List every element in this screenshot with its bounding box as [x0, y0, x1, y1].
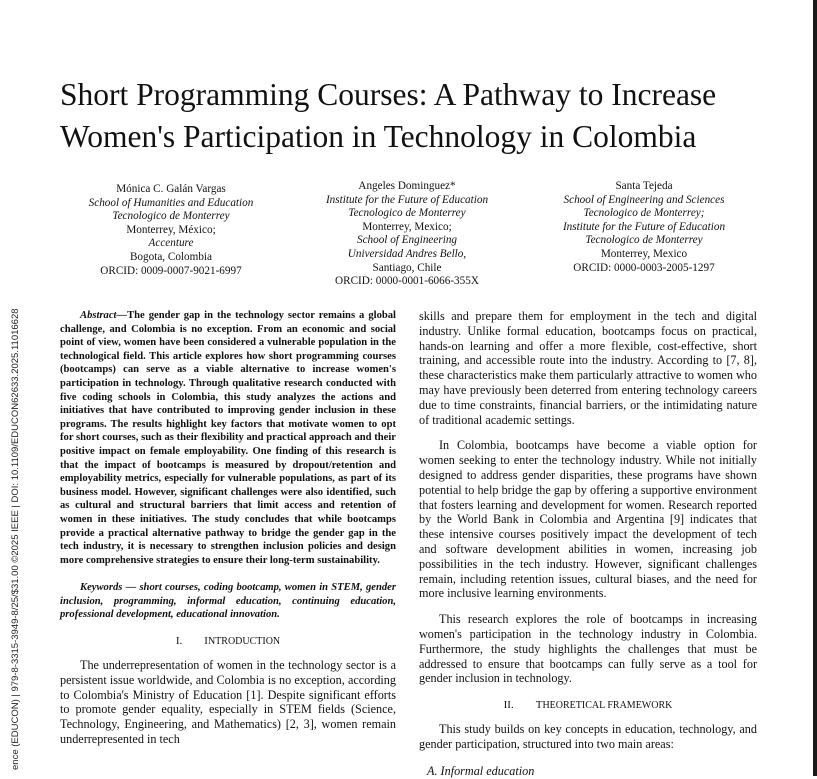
- author-affiliation-line: Bogota, Colombia: [129, 250, 213, 263]
- right-column: [419, 309, 757, 779]
- keywords: [60, 581, 396, 622]
- author-block-2: [292, 180, 522, 289]
- author-affiliation-line: Monterrey, México;: [126, 223, 216, 236]
- section-title-initial: I: [204, 635, 208, 648]
- page-edge: [813, 0, 817, 776]
- section-number: I.: [175, 635, 183, 648]
- abstract-text: The gender gap in the technology sector remains a global challenge, and Colombia is no exception. From an economic and social point of view, women have been considered a vulnerable population in the technological field. This article explores how short programming courses (bootcamps) can serve as a viable alternative to increase women's participation in technology. Through qualitative research conducted with five coding schools in Colombia, this study analyzes the actions and initiatives that have contributed to improving gender inclusion in these programs. The results highlight key factors that motivate women to opt for short courses, such as their flexibility and practical approach and their positive impact on female employability. One finding of this research is that the impact of bootcamps is measured by dropout/retention and employability metrics, especially for vulnerable populations, as part of its business model. However, significant challenges were also identified, such as cultural and structural barriers that limit access and retention of women in these initiatives. The study concludes that while bootcamps provide a practical alternative pathway to bridge the gender gap in the tech industry, it is necessary to strengthen inclusion policies and design more comprehensive strategies to ensure their long-term sustainability.: [60, 310, 396, 566]
- keywords-text: short courses, coding bootcamp, women in STEM, gender inclusion, programming, informal education, continuing education, professional development, educational innovation.: [60, 582, 397, 621]
- author-affiliation-line: Tecnologico de Monterrey;: [583, 207, 705, 220]
- author-name: Santa Tejeda: [615, 180, 673, 192]
- body-paragraph: skills and prepare them for employment in the tech and digital industry. Unlike formal education, bootcamps focus on practical, hands-on learning and offer a more flexible, cost-effective, short training, and accessible route into the industry. According to [7, 8], these characteristics make them particularly attractive to women who may have previously been deterred from entering technology careers due to time constraints, financial barriers, or the intimidating nature of traditional academic settings.: [419, 309, 757, 427]
- author-affiliation-line: Accenture: [148, 237, 194, 250]
- author-affiliation-line: School of Engineering and Sciences: [563, 193, 725, 206]
- author-block-1: [56, 183, 286, 278]
- abstract-label: Abstract—: [80, 310, 128, 321]
- author-affiliation-line: Monterrey, Mexico: [600, 247, 688, 260]
- author-orcid: ORCID: 0000-0001-6066-355X: [335, 275, 479, 288]
- author-affiliation-line: Tecnologico de Monterrey: [112, 210, 230, 223]
- list-item: A. Informal education: [427, 763, 535, 778]
- title-line-2: Women's Participation in Technology in Colombia: [60, 119, 697, 154]
- body-paragraph: In Colombia, bootcamps have become a viable option for women seeking to enter the technology industry. While not initially designed to address gender disparities, these programs have shown potential to help bridge the gap by offering a supportive environment that fosters learning and development for women. Research reported by the World Bank in Colombia and Argentina [9] indicates that these intensive courses positively impact the development of tech and software development abilities in women, increasing job possibilities in the tech industry. However, significant challenges remain, including retention issues, cultural biases, and the need for more inclusive learning environments.: [419, 438, 757, 601]
- author-affiliation-line: Universidad Andres Bello,: [347, 247, 467, 260]
- author-affiliation-line: School of Engineering: [356, 234, 458, 247]
- author-affiliation-line: Institute for the Future of Education: [325, 193, 489, 206]
- author-name: Angeles Dominguez*: [358, 180, 456, 192]
- author-orcid: ORCID: 0000-0003-2005-1297: [573, 261, 715, 274]
- author-orcid: ORCID: 0009-0007-9021-6997: [100, 264, 242, 277]
- framework-paragraph: This study builds on key concepts in education, technology, and gender participation, structured into two main areas:: [419, 722, 757, 751]
- side-identifier: ence (EDUCON) | 979-8-3315-3949-8/25/$31.00 ©2025 IEEE | DOI: 10.1109/EDUCON62633.2025.11016628: [10, 308, 21, 770]
- author-block-3: [529, 180, 759, 275]
- author-affiliation-line: School of Humanities and Education: [88, 196, 254, 209]
- author-affiliation-line: Monterrey, Mexico;: [362, 220, 452, 233]
- author-affiliation-line: Tecnologico de Monterrey: [348, 207, 466, 220]
- title-line-1: Short Programming Courses: A Pathway to Increase: [60, 77, 717, 112]
- section-title-initial: T: [535, 699, 543, 712]
- abstract: [60, 309, 396, 567]
- section-heading-theoretical-framework: [419, 699, 757, 711]
- author-affiliation-line: Tecnologico de Monterrey: [585, 234, 703, 247]
- keywords-label: Keywords —: [80, 582, 140, 594]
- paper-title: [60, 74, 780, 158]
- author-affiliation-line: Institute for the Future of Education: [562, 220, 726, 233]
- section-number: II.: [503, 699, 514, 712]
- intro-paragraph: The underrepresentation of women in the technology sector is a persistent issue worldwide, and Colombia is no exception, according to Colombia's Ministry of Education [1]. Despite significant efforts to promote gender equality, especially in STEM fields (Science, Technology, Engineering, and Mathematics) [2, 3], women remain underrepresented in tech: [60, 658, 396, 747]
- section-title-rest: HEORETICAL FRAMEWORK: [542, 700, 673, 712]
- section-heading-introduction: [60, 635, 396, 647]
- left-column: [60, 309, 396, 747]
- author-affiliation-line: Santiago, Chile: [372, 261, 442, 274]
- section-title-rest: NTRODUCTION: [207, 636, 281, 648]
- author-name: Mónica C. Galán Vargas: [116, 183, 226, 195]
- body-paragraph: This research explores the role of bootcamps in increasing women's participation in the technology industry in Colombia. Furthermore, the study highlights the challenges that must be addressed to ensure that bootcamps can fully serve as a tool for gender inclusion in technology.: [419, 612, 757, 686]
